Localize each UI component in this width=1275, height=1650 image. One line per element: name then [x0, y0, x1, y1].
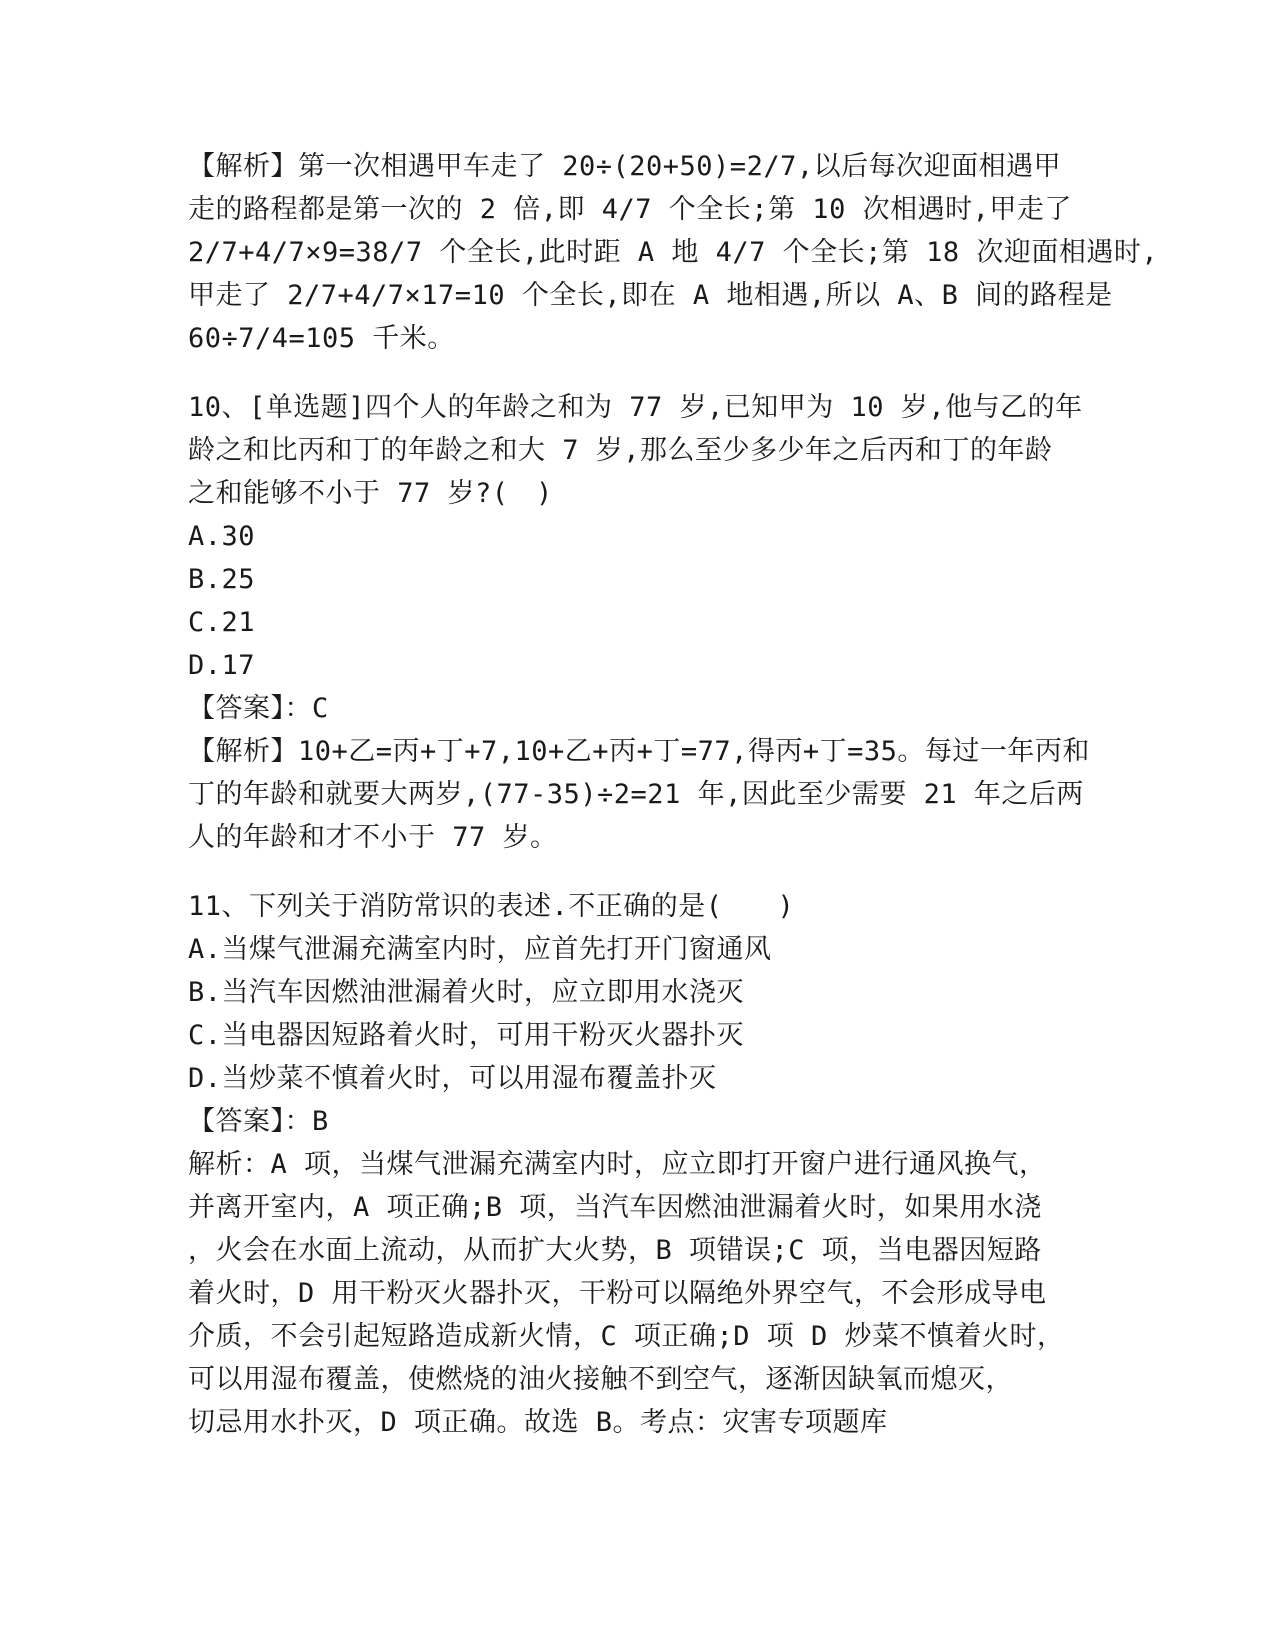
question-10: [188, 386, 1088, 859]
analysis-line: 可以用湿布覆盖，使燃烧的油火接触不到空气，逐渐因缺氧而熄灭，: [188, 1364, 1013, 1395]
analysis-line: 60÷7/4=105 千米。: [188, 323, 455, 354]
question-stem-line: 11、下列关于消防常识的表述.不正确的是( ): [188, 891, 795, 922]
analysis-line: 【解析】10+乙=丙+丁+7,10+乙+丙+丁=77,得丙+丁=35。每过一年丙和: [188, 736, 1090, 767]
question-stem-line: 之和能够不小于 77 岁?( ): [188, 478, 553, 509]
option-a: A.当煤气泄漏充满室内时，应首先打开门窗通风: [188, 934, 772, 965]
option-a: A.30: [188, 521, 256, 552]
option-c: C.21: [188, 607, 256, 638]
analysis-line: 介质，不会引起短路造成新火情，C 项正确;D 项 D 炒菜不慎着火时，: [188, 1321, 1065, 1352]
option-c: C.当电器因短路着火时，可用干粉灭火器扑灭: [188, 1020, 745, 1051]
question-stem-line: 10、[单选题]四个人的年龄之和为 77 岁,已知甲为 10 岁,他与乙的年: [188, 392, 1083, 423]
question-stem-line: 龄之和比丙和丁的年龄之和大 7 岁,那么至少多少年之后丙和丁的年龄: [188, 435, 1053, 466]
analysis-line: 切忌用水扑灭，D 项正确。故选 B。考点：灾害专项题库: [188, 1407, 888, 1438]
analysis-line: 人的年龄和才不小于 77 岁。: [188, 822, 558, 853]
answer-line: 【答案】：C: [188, 693, 329, 724]
analysis-line: 甲走了 2/7+4/7×17=10 个全长,即在 A 地相遇,所以 A、B 间的路程是: [188, 280, 1113, 311]
option-d: D.17: [188, 650, 256, 681]
answer-line: 【答案】：B: [188, 1106, 329, 1137]
analysis-line: 【解析】第一次相遇甲车走了 20÷(20+50)=2/7,以后每次迎面相遇甲: [188, 151, 1062, 182]
analysis-line: 解析：A 项，当煤气泄漏充满室内时，应立即打开窗户进行通风换气，: [188, 1149, 1047, 1180]
document-page: [188, 145, 1159, 1444]
analysis-line: 2/7+4/7×9=38/7 个全长,此时距 A 地 4/7 个全长;第 18 次迎面相遇时,: [188, 237, 1159, 268]
analysis-block-q9: [188, 145, 1159, 360]
analysis-line: 着火时，D 用干粉灭火器扑灭，干粉可以隔绝外界空气，不会形成导电: [188, 1278, 1047, 1309]
spacer: [188, 859, 1088, 885]
option-d: D.当炒菜不慎着火时，可以用湿布覆盖扑灭: [188, 1063, 717, 1094]
option-b: B.当汽车因燃油泄漏着火时，应立即用水浇灭: [188, 977, 745, 1008]
analysis-line: 走的路程都是第一次的 2 倍,即 4/7 个全长;第 10 次相遇时,甲走了: [188, 194, 1072, 225]
analysis-line: ，火会在水面上流动，从而扩大火势，B 项错误;C 项，当电器因短路: [188, 1235, 1042, 1266]
analysis-line: 并离开室内，A 项正确;B 项，当汽车因燃油泄漏着火时，如果用水浇: [188, 1192, 1042, 1223]
question-11: [188, 885, 1088, 1444]
option-b: B.25: [188, 564, 256, 595]
analysis-line: 丁的年龄和就要大两岁,(77-35)÷2=21 年,因此至少需要 21 年之后两: [188, 779, 1084, 810]
spacer: [188, 360, 1088, 386]
